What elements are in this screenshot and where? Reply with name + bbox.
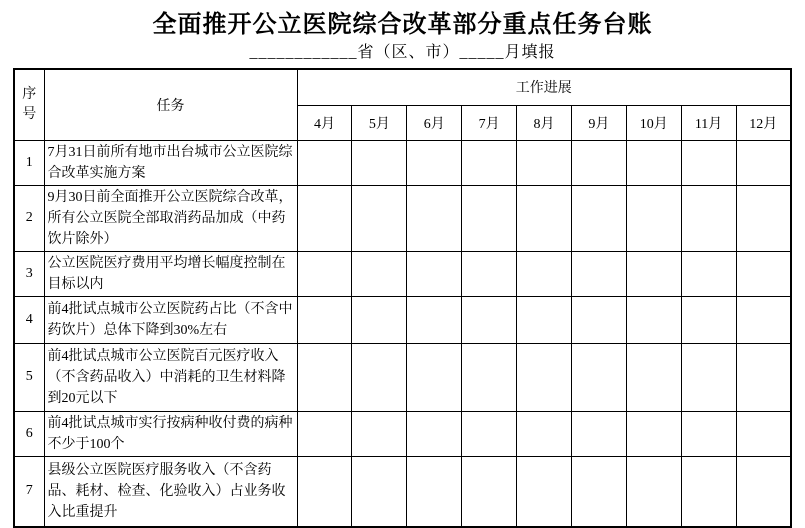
month-header-cell: 7月	[462, 105, 517, 140]
progress-cell	[517, 296, 572, 343]
serial-cell: 4	[14, 296, 44, 343]
ledger-table	[13, 68, 792, 528]
progress-cell	[352, 456, 407, 527]
progress-cell	[297, 140, 352, 185]
progress-cell	[407, 185, 462, 251]
month-header-cell: 6月	[407, 105, 462, 140]
progress-cell	[462, 456, 517, 527]
progress-cell	[407, 456, 462, 527]
progress-header: 工作进展	[297, 69, 791, 105]
progress-cell	[352, 185, 407, 251]
task-cell: 9月30日前全面推开公立医院综合改革，所有公立医院全部取消药品加成（中药饮片除外）	[44, 185, 297, 251]
serial-cell: 2	[14, 185, 44, 251]
progress-cell	[681, 411, 736, 456]
task-cell: 前4批试点城市实行按病种收付费的病种不少于100个	[44, 411, 297, 456]
serial-cell: 1	[14, 140, 44, 185]
progress-cell	[736, 185, 791, 251]
page-title: 全面推开公立医院综合改革部分重点任务台账	[152, 12, 653, 38]
progress-cell	[462, 251, 517, 296]
progress-cell	[352, 343, 407, 411]
progress-cell	[571, 185, 626, 251]
progress-cell	[297, 456, 352, 527]
progress-cell	[626, 140, 681, 185]
task-cell: 前4批试点城市公立医院百元医疗收入（不含药品收入）中消耗的卫生材料降到20元以下	[44, 343, 297, 411]
month-header-cell: 8月	[517, 105, 572, 140]
progress-cell	[407, 411, 462, 456]
progress-cell	[297, 411, 352, 456]
task-row	[14, 343, 791, 411]
progress-cell	[517, 411, 572, 456]
task-header: 任务	[44, 69, 297, 140]
task-row	[14, 296, 791, 343]
serial-number-header: 序号	[14, 69, 44, 140]
progress-cell	[462, 140, 517, 185]
task-row	[14, 185, 791, 251]
progress-cell	[736, 456, 791, 527]
serial-cell: 5	[14, 343, 44, 411]
progress-cell	[571, 343, 626, 411]
progress-cell	[681, 251, 736, 296]
month-header-cell: 4月	[297, 105, 352, 140]
progress-cell	[517, 185, 572, 251]
task-cell: 前4批试点城市公立医院药占比（不含中药饮片）总体下降到30%左右	[44, 296, 297, 343]
progress-cell	[352, 411, 407, 456]
progress-cell	[571, 411, 626, 456]
progress-cell	[352, 296, 407, 343]
task-row	[14, 140, 791, 185]
progress-cell	[681, 296, 736, 343]
progress-cell	[517, 456, 572, 527]
progress-cell	[517, 343, 572, 411]
progress-cell	[626, 251, 681, 296]
task-cell: 县级公立医院医疗服务收入（不含药品、耗材、检查、化验收入）占业务收入比重提升	[44, 456, 297, 527]
progress-cell	[297, 343, 352, 411]
progress-cell	[571, 251, 626, 296]
progress-cell	[626, 296, 681, 343]
progress-cell	[571, 296, 626, 343]
progress-cell	[517, 140, 572, 185]
progress-cell	[736, 251, 791, 296]
progress-cell	[736, 411, 791, 456]
month-header-cell: 5月	[352, 105, 407, 140]
serial-cell: 7	[14, 456, 44, 527]
progress-cell	[407, 296, 462, 343]
progress-cell	[462, 411, 517, 456]
task-row	[14, 251, 791, 296]
task-cell: 7月31日前所有地市出台城市公立医院综合改革实施方案	[44, 140, 297, 185]
progress-cell	[736, 140, 791, 185]
progress-cell	[571, 140, 626, 185]
progress-cell	[407, 251, 462, 296]
progress-cell	[626, 185, 681, 251]
progress-cell	[626, 411, 681, 456]
task-row	[14, 456, 791, 527]
progress-cell	[407, 140, 462, 185]
progress-cell	[352, 140, 407, 185]
progress-cell	[462, 343, 517, 411]
month-header-cell: 9月	[571, 105, 626, 140]
progress-cell	[626, 343, 681, 411]
progress-cell	[297, 251, 352, 296]
task-cell: 公立医院医疗费用平均增长幅度控制在目标以内	[44, 251, 297, 296]
month-header-cell: 10月	[626, 105, 681, 140]
form-subtitle: ____________省（区、市）_____月填报	[249, 44, 556, 61]
progress-cell	[681, 343, 736, 411]
progress-cell	[407, 343, 462, 411]
progress-cell	[681, 456, 736, 527]
serial-cell: 3	[14, 251, 44, 296]
progress-cell	[736, 343, 791, 411]
progress-cell	[626, 456, 681, 527]
progress-cell	[297, 185, 352, 251]
month-header-cell: 12月	[736, 105, 791, 140]
progress-cell	[297, 296, 352, 343]
serial-cell: 6	[14, 411, 44, 456]
header-row-top	[14, 69, 791, 105]
progress-cell	[736, 296, 791, 343]
progress-cell	[462, 185, 517, 251]
month-header-cell: 11月	[681, 105, 736, 140]
task-row	[14, 411, 791, 456]
progress-cell	[681, 185, 736, 251]
progress-cell	[352, 251, 407, 296]
progress-cell	[681, 140, 736, 185]
progress-cell	[517, 251, 572, 296]
progress-cell	[462, 296, 517, 343]
progress-cell	[571, 456, 626, 527]
